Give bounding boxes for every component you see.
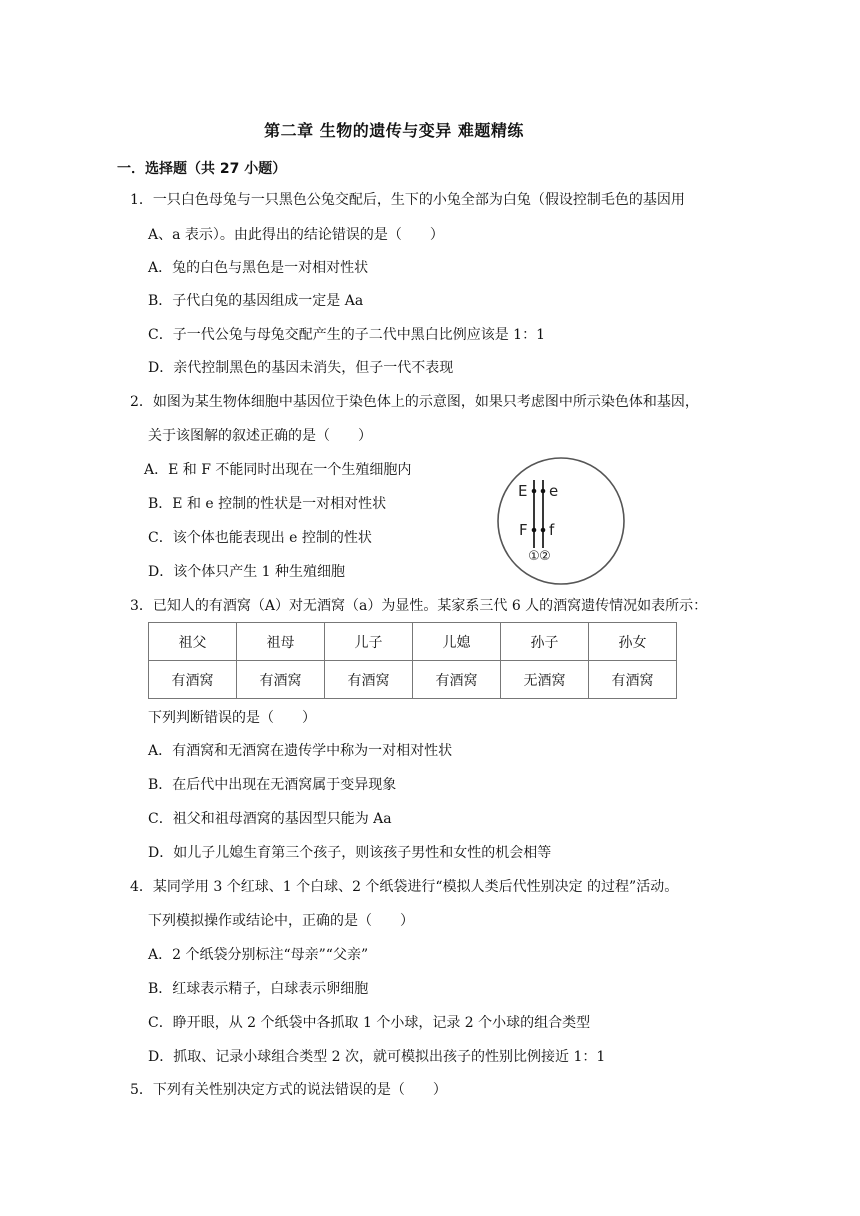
table-header-cell: 孙子 [501,623,589,661]
chromosome-diagram [496,456,626,586]
table-cell: 有酒窝 [237,661,325,699]
table-header-cell: 儿媳 [413,623,501,661]
q1-option-c: C．子一代公兔与母兔交配产生的子二代中黑白比例应该是 1：1 [148,327,545,343]
q3-option-d: D．如儿子儿媳生育第三个孩子，则该孩子男性和女性的机会相等 [148,845,552,861]
q1-option-a: A．兔的白色与黑色是一对相对性状 [148,260,369,276]
q3-prompt: 下列判断错误的是（ ） [148,710,316,726]
q4-stem-line1: 4．某同学用 3 个红球、1 个白球、2 个纸袋进行“模拟人类后代性别决定 的过程”活动。 [130,879,679,895]
q2-option-b: B．E 和 e 控制的性状是一对相对性状 [148,496,387,512]
table-cell: 有酒窝 [325,661,413,699]
q3-option-b: B．在后代中出现在无酒窝属于变异现象 [148,777,397,793]
table-header-cell: 祖母 [237,623,325,661]
table-header-cell: 孙女 [589,623,677,661]
section-heading: 一．选择题（共 27 小题） [117,161,287,177]
q1-option-d: D．亲代控制黑色的基因未消失，但子一代不表现 [148,360,454,376]
table-cell: 无酒窝 [501,661,589,699]
table-header-cell: 儿子 [325,623,413,661]
q1-stem-line1: 1．一只白色母兔与一只黑色公兔交配后，生下的小兔全部为白兔（假设控制毛色的基因用 [130,192,685,208]
q4-stem-line2: 下列模拟操作或结论中，正确的是（ ） [148,913,414,929]
label-f: f [549,521,555,539]
q3-option-c: C．祖父和祖母酒窝的基因型只能为 Aa [148,811,392,827]
chromosome-2-label: ② [539,549,551,564]
table-row [149,661,677,699]
chromosome-1-label: ① [528,549,540,564]
gene-locus-e [541,489,546,494]
q2-stem-line1: 2．如图为某生物体细胞中基因位于染色体上的示意图，如果只考虑图中所示染色体和基因， [130,394,699,410]
label-e: e [549,482,559,500]
gene-locus-E [532,489,537,494]
q2-option-a: A．E 和 F 不能同时出现在一个生殖细胞内 [144,462,412,478]
q5-stem-line1: 5．下列有关性别决定方式的说法错误的是（ ） [130,1082,447,1098]
q4-option-b: B．红球表示精子，白球表示卵细胞 [148,981,369,997]
table-cell: 有酒窝 [149,661,237,699]
cell-outline [498,458,624,584]
q4-option-d: D．抓取、记录小球组合类型 2 次，就可模拟出孩子的性别比例接近 1：1 [148,1049,606,1065]
table-cell: 有酒窝 [589,661,677,699]
table-header-cell: 祖父 [149,623,237,661]
q4-option-a: A．2 个纸袋分别标注“母亲”“父亲” [148,947,369,963]
document-title: 第二章 生物的遗传与变异 难题精练 [264,121,524,140]
q2-option-d: D．该个体只产生 1 种生殖细胞 [148,564,346,580]
q4-option-c: C．睁开眼，从 2 个纸袋中各抓取 1 个小球，记录 2 个小球的组合类型 [148,1015,591,1031]
gene-locus-f [541,528,546,533]
dimple-inheritance-table [148,622,677,699]
q3-option-a: A．有酒窝和无酒窝在遗传学中称为一对相对性状 [148,743,453,759]
q3-stem-line1: 3．已知人的有酒窝（A）对无酒窝（a）为显性。某家系三代 6 人的酒窝遗传情况如表所示： [130,598,708,614]
table-cell: 有酒窝 [413,661,501,699]
q2-option-c: C．该个体也能表现出 e 控制的性状 [148,530,372,546]
table-header-row [149,623,677,661]
gene-locus-F [532,528,537,533]
q2-stem-line2: 关于该图解的叙述正确的是（ ） [148,428,372,444]
q1-stem-line2: A、a 表示）。由此得出的结论错误的是（ ） [148,227,444,243]
q1-option-b: B．子代白兔的基因组成一定是 Aa [148,293,364,309]
label-F: F [519,521,528,539]
label-E: E [518,482,528,500]
